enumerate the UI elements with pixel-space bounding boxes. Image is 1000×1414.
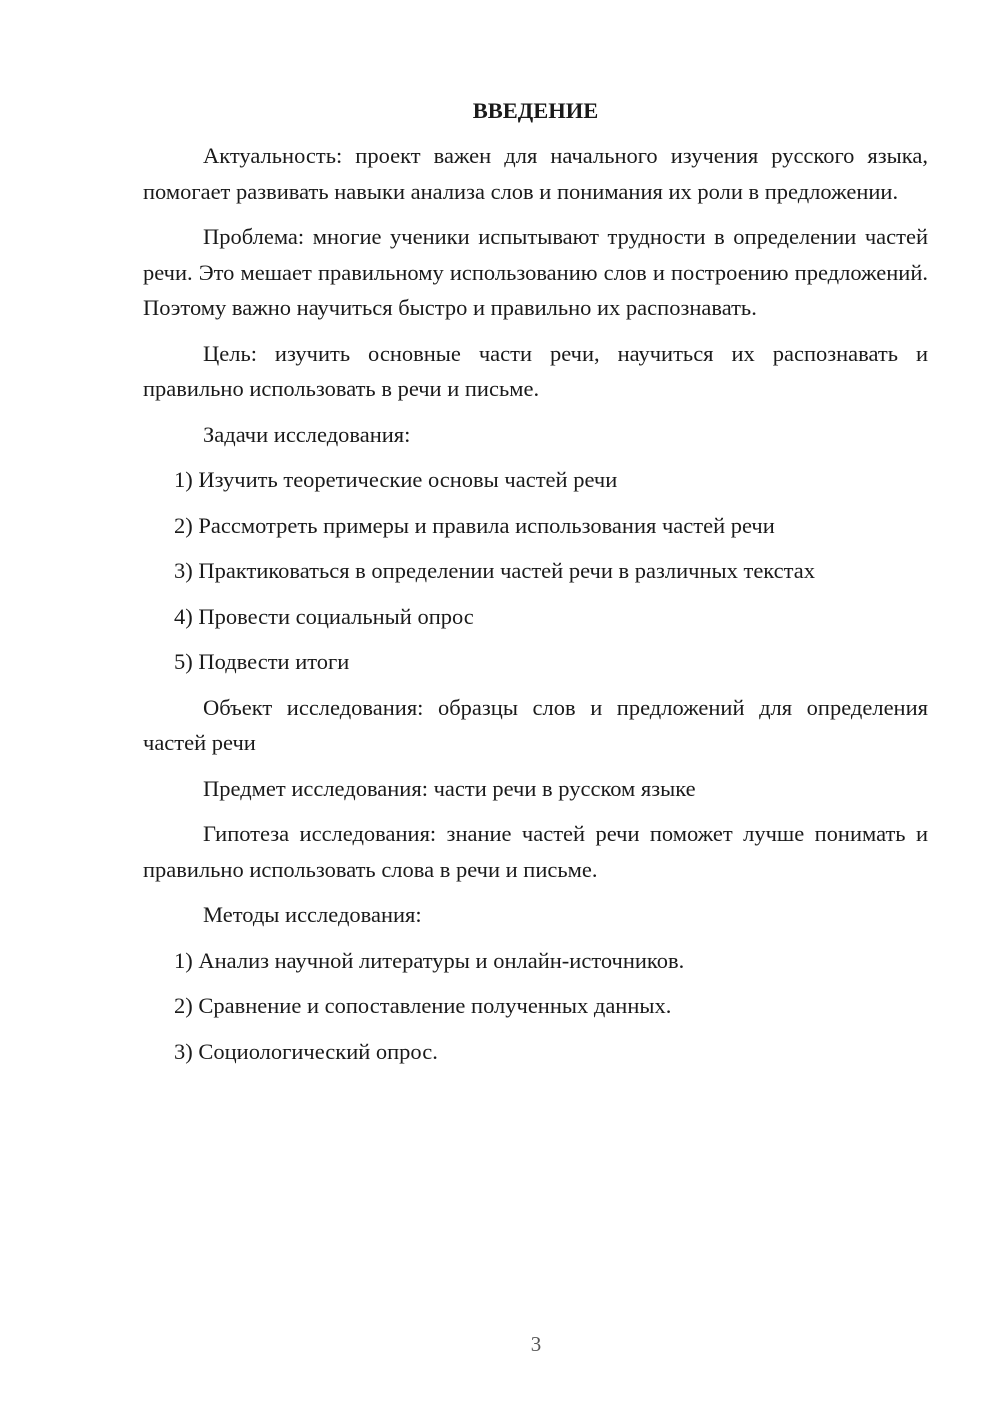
tasks-heading: Задачи исследования: [203, 421, 411, 447]
method-item: 1) Анализ научной литературы и онлайн-источников. [174, 947, 685, 973]
section-title: ВВЕДЕНИЕ [472, 98, 599, 123]
task-item: 2) Рассмотреть примеры и правила использования частей речи [174, 512, 775, 538]
task-item: 3) Практиковаться в определении частей речи в различных текстах [174, 558, 816, 583]
problem-paragraph: Проблема: многие ученики испытывают трудности в определении частей речи. Это мешает правильному использованию слов и построению предложений. Поэтому важно научиться быстро и правильно их распознавать. [143, 224, 928, 320]
page-number: 3 [530, 1332, 542, 1356]
methods-heading: Методы исследования: [203, 902, 422, 927]
goal-paragraph: Цель: изучить основные части речи, научиться их распознавать и правильно использовать в речи и письме. [143, 340, 928, 401]
document-body [143, 96, 928, 1079]
relevance-paragraph: Актуальность: проект важен для начального изучения русского языка, помогает развивать навыки анализа слов и понимания их роли в предложении. [143, 143, 928, 204]
task-item: 5) Подвести итоги [174, 649, 350, 674]
method-item: 2) Сравнение и сопоставление полученных данных. [174, 993, 672, 1018]
subject-paragraph: Предмет исследования: части речи в русском языке [203, 775, 696, 801]
task-item: 4) Провести социальный опрос [174, 603, 474, 629]
object-paragraph: Объект исследования: образцы слов и предложений для определения частей речи [143, 694, 928, 755]
method-item: 3) Социологический опрос. [174, 1038, 438, 1064]
hypothesis-paragraph: Гипотеза исследования: знание частей речи поможет лучше понимать и правильно использовать слова в речи и письме. [143, 821, 928, 882]
task-item: 1) Изучить теоретические основы частей речи [174, 467, 618, 492]
